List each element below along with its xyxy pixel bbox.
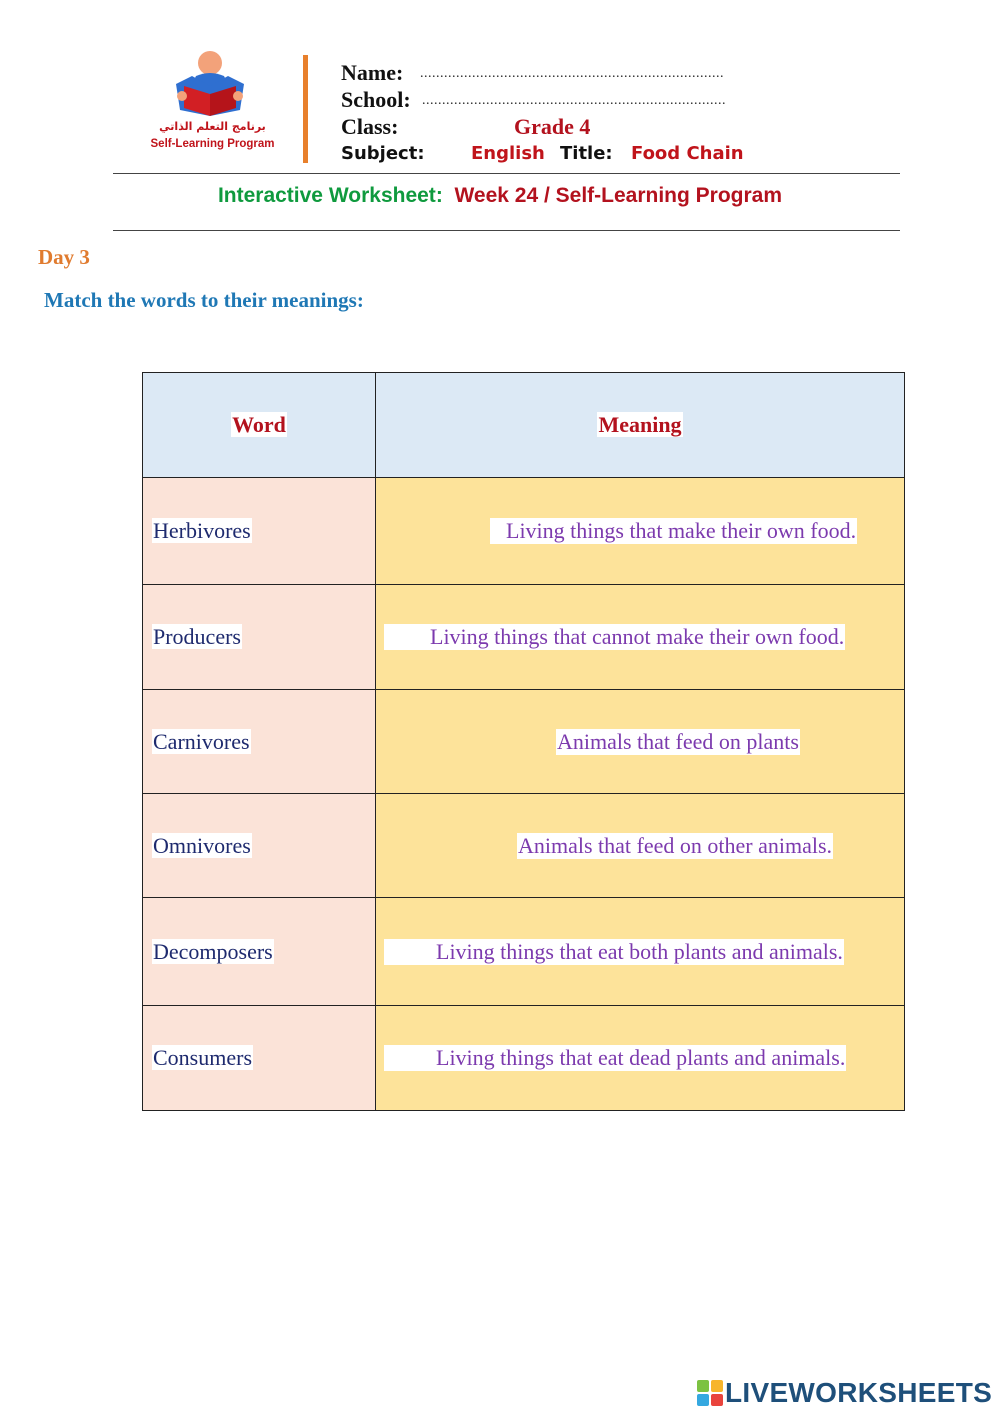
meaning-cell bbox=[376, 585, 905, 690]
title-value: Food Chain bbox=[631, 143, 744, 164]
instruction-text: Match the words to their meanings: bbox=[44, 288, 364, 312]
school-label: School: bbox=[341, 87, 411, 112]
meaning-item[interactable]: Living things that eat both plants and animals. bbox=[384, 939, 844, 965]
word-cell bbox=[143, 478, 376, 585]
meaning-item[interactable]: Animals that feed on other animals. bbox=[518, 832, 833, 858]
word-item[interactable]: Carnivores bbox=[153, 728, 250, 754]
name-field[interactable]: ............................................................................ bbox=[420, 66, 724, 81]
meaning-cell bbox=[376, 1006, 905, 1111]
matching-table bbox=[142, 372, 905, 1111]
class-value: Grade 4 bbox=[514, 114, 591, 139]
day-label: Day 3 bbox=[38, 245, 90, 269]
meaning-cell bbox=[376, 794, 905, 898]
word-cell bbox=[143, 1006, 376, 1111]
table-row bbox=[143, 898, 905, 1006]
table-row bbox=[143, 478, 905, 585]
meaning-cell bbox=[376, 690, 905, 794]
table-header-row bbox=[143, 373, 905, 478]
class-label: Class: bbox=[341, 114, 399, 139]
word-item[interactable]: Producers bbox=[153, 624, 241, 649]
header-rule-top bbox=[113, 173, 900, 174]
header-rule-bottom bbox=[113, 230, 900, 231]
meaning-column-header: Meaning bbox=[376, 373, 905, 478]
word-item[interactable]: Consumers bbox=[153, 1045, 252, 1070]
meaning-item[interactable]: Animals that feed on plants bbox=[557, 728, 799, 754]
table-row bbox=[143, 794, 905, 898]
table-row bbox=[143, 585, 905, 690]
worksheet-banner bbox=[0, 184, 1000, 208]
meaning-item[interactable]: Living things that cannot make their own food. bbox=[384, 624, 845, 650]
banner-interactive-label: Interactive Worksheet bbox=[217, 184, 436, 207]
logo-english-text: Self-Learning Program bbox=[150, 138, 275, 150]
word-cell bbox=[143, 898, 376, 1006]
header-divider-bar bbox=[303, 55, 308, 163]
word-cell bbox=[143, 794, 376, 898]
name-label: Name: bbox=[341, 60, 404, 85]
title-label: Title: bbox=[560, 143, 613, 164]
meaning-cell bbox=[376, 478, 905, 585]
word-cell bbox=[143, 690, 376, 794]
table-row bbox=[143, 1006, 905, 1111]
word-cell bbox=[143, 585, 376, 690]
banner-colon: : bbox=[435, 184, 443, 207]
meaning-item[interactable]: Living things that eat dead plants and animals. bbox=[384, 1045, 846, 1071]
subject-value: English bbox=[471, 143, 545, 164]
banner-week-label: Week 24 / Self-Learning Program bbox=[454, 184, 783, 207]
table-row bbox=[143, 690, 905, 794]
meaning-item[interactable]: Living things that make their own food. bbox=[490, 518, 857, 544]
word-item[interactable]: Omnivores bbox=[153, 832, 251, 858]
liveworksheets-text: LIVEWORKSHEETS bbox=[725, 1377, 993, 1408]
subject-label: Subject: bbox=[341, 143, 425, 164]
program-logo bbox=[140, 50, 285, 162]
meaning-cell bbox=[376, 898, 905, 1006]
word-column-header: Word bbox=[143, 373, 376, 478]
school-field[interactable]: ............................................................................ bbox=[422, 93, 726, 108]
liveworksheets-logo-icon bbox=[697, 1380, 723, 1406]
word-item[interactable]: Decomposers bbox=[153, 938, 273, 964]
word-item[interactable]: Herbivores bbox=[153, 518, 251, 543]
logo-arabic-text: برنامج التعلم الذاتي bbox=[159, 120, 266, 133]
reading-child-icon bbox=[168, 50, 258, 118]
